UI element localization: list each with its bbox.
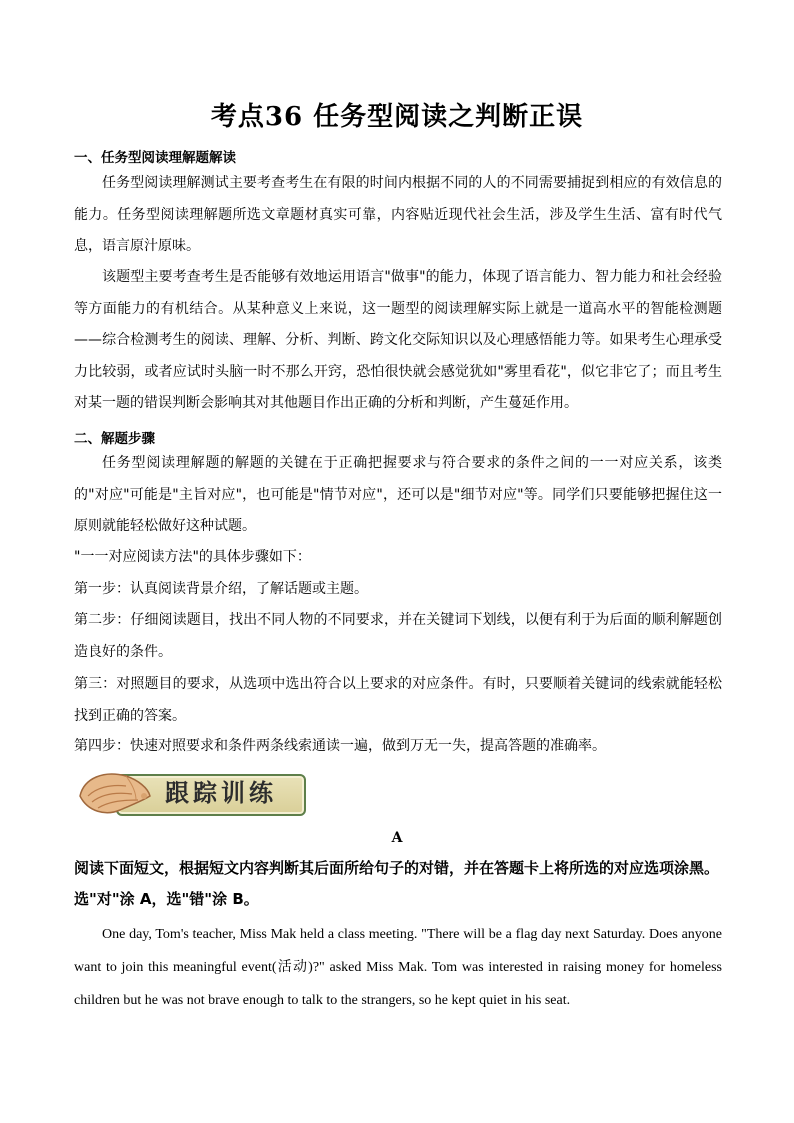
banner-label: 跟踪训练 <box>165 778 277 807</box>
step-1: 第一步：认真阅读背景介绍，了解话题或主题。 <box>74 581 368 597</box>
reading-passage: One day, Tom's teacher, Miss Mak held a class meeting. "There will be a flag day next Saturday. Does anyone want to join this meaningful event(活动)?" asked Miss Mak. Tom was interested in raising money for homeless children but he was not brave enough to talk to the strangers, so he kept quiet in his seat. <box>74 927 722 1008</box>
section-a-label: A <box>391 830 403 846</box>
section-heading-interpretation: 一、任务型阅读理解题解读 <box>74 150 236 166</box>
step-4: 第四步：快速对照要求和条件两条线索通读一遍，做到万无一失，提高答题的准确率。 <box>74 738 606 754</box>
paragraph-steps-1: 任务型阅读理解题的解题的关键在于正确把握要求与符合要求的条件之间的一一对应关系，该类的"对应"可能是"主旨对应"，也可能是"情节对应"，还可以是"细节对应"等。同学们只要能够把握住这一原则就能轻松做好这种试题。 <box>74 455 722 535</box>
step-3: 第三：对照题目的要求，从选项中选出符合以上要求的对应条件。有时，只要顺着关键词的线索就能轻松找到正确的答案。 <box>74 676 722 724</box>
practice-banner <box>74 764 306 820</box>
paragraph-interpretation-2: 该题型主要考查考生是否能够有效地运用语言"做事"的能力，体现了语言能力、智力能力和社会经验等方面能力的有机结合。从某种意义上来说，这一题型的阅读理解实际上就是一道高水平的智能检测题——综合检测考生的阅读、理解、分析、判断、跨文化交际知识以及心理感悟能力等。如果考生心理承受力比较弱，或者应试时头脑一时不那么开窍，恐怕很快就会感觉犹如"雾里看花"，似它非它了；而且考生对某一题的错误判断会影响其对其他题目作出正确的分析和判断，产生蔓延作用。 <box>74 269 722 412</box>
page-title: 考点36 任务型阅读之判断正误 <box>210 102 584 132</box>
reading-instruction: 阅读下面短文，根据短文内容判断其后面所给句子的对错，并在答题卡上将所选的对应选项涂黑。选"对"涂 A，选"错"涂 B。 <box>74 859 720 908</box>
section-heading-steps: 二、解题步骤 <box>74 431 155 447</box>
steps-intro: "一一对应阅读方法"的具体步骤如下： <box>74 549 311 565</box>
conch-shell-icon <box>74 766 154 820</box>
step-2: 第二步：仔细阅读题目，找出不同人物的不同要求，并在关键词下划线，以便有利于为后面的顺利解题创造良好的条件。 <box>74 612 722 660</box>
paragraph-interpretation-1: 任务型阅读理解测试主要考查考生在有限的时间内根据不同的人的不同需要捕捉到相应的有效信息的能力。任务型阅读理解题所选文章题材真实可靠，内容贴近现代社会生活，涉及学生生活、富有时代气息，语言原汁原味。 <box>74 175 722 255</box>
